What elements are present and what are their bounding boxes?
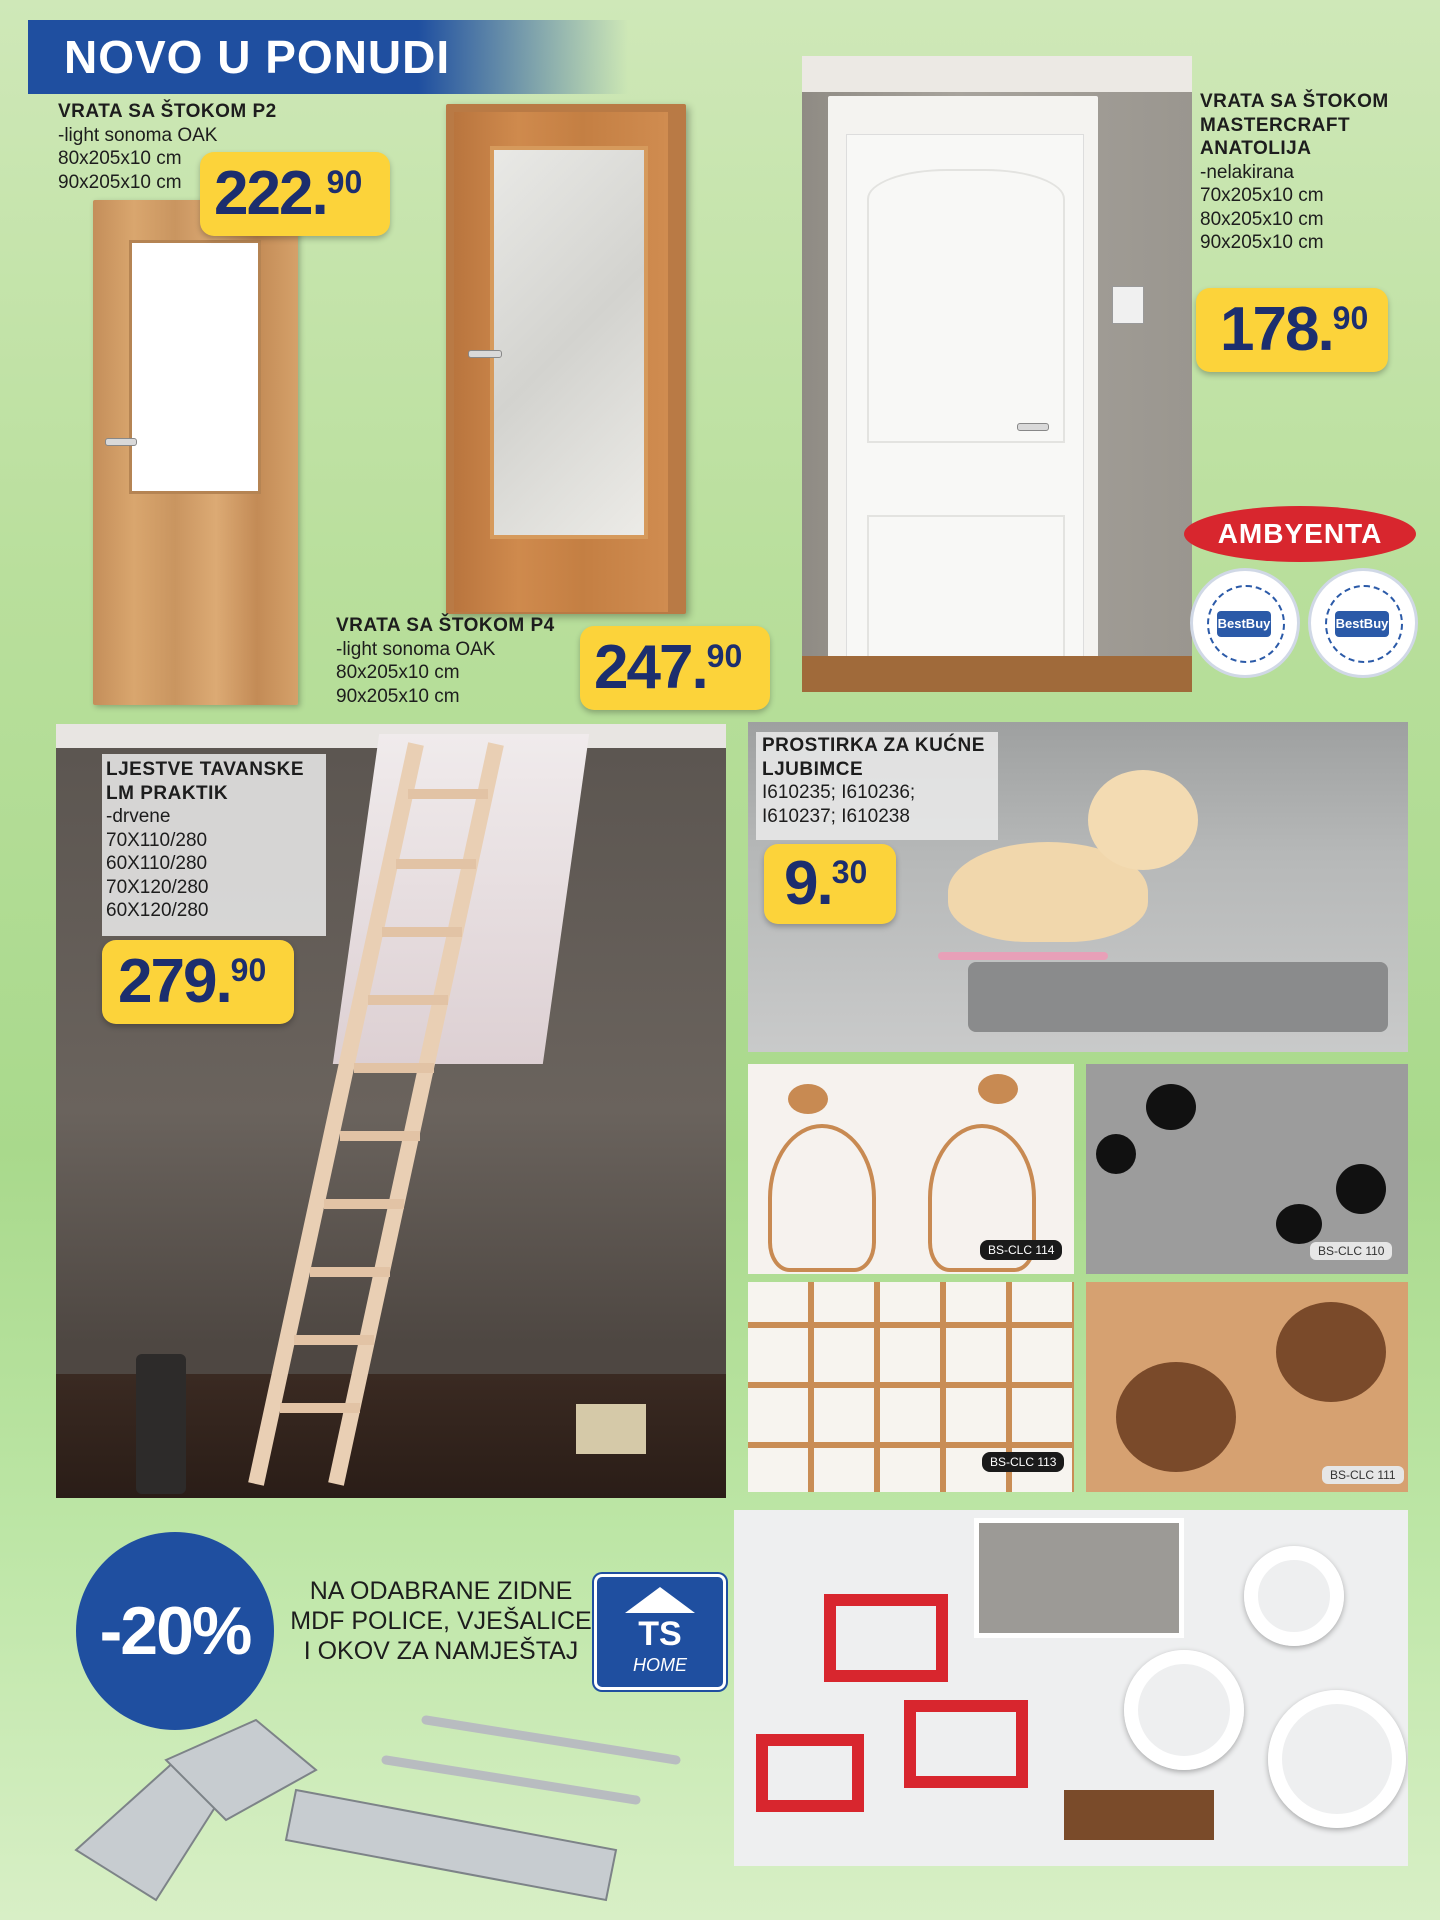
ts-home-logo bbox=[594, 1574, 726, 1690]
door-glass bbox=[490, 146, 648, 539]
page-title: NOVO U PONUDI bbox=[64, 31, 451, 83]
rope-toy bbox=[938, 952, 1108, 960]
badge-label: BestBuy bbox=[1335, 611, 1389, 637]
hexagon-shelf bbox=[756, 1734, 864, 1812]
mat-code-label: BS-CLC 111 bbox=[1322, 1466, 1404, 1484]
paw-print bbox=[1116, 1362, 1236, 1472]
product-ladder-line: 70X120/280 bbox=[106, 876, 209, 898]
mat-stripe bbox=[748, 1382, 1074, 1388]
price-decimal: 90 bbox=[326, 164, 363, 200]
pet-mat bbox=[968, 962, 1388, 1032]
round-shelf bbox=[1268, 1690, 1406, 1828]
promo-line: MDF POLICE, VJEŠALICE bbox=[290, 1607, 592, 1635]
price-integer: 178. bbox=[1220, 295, 1333, 364]
flower-pot bbox=[576, 1404, 646, 1454]
door-handle bbox=[468, 350, 502, 358]
price-tag-mastercraft bbox=[1196, 288, 1388, 372]
price-tag-p2 bbox=[200, 152, 390, 236]
round-shelf bbox=[1124, 1650, 1244, 1770]
price-decimal: 90 bbox=[1332, 300, 1369, 336]
product-p2-title: VRATA SA ŠTOKOM P2 bbox=[58, 101, 277, 122]
price-decimal: 90 bbox=[706, 638, 743, 674]
product-mat-info bbox=[756, 732, 998, 840]
product-p4-title: VRATA SA ŠTOKOM P4 bbox=[336, 615, 555, 636]
paw-print bbox=[1276, 1204, 1322, 1244]
promo-text bbox=[286, 1576, 596, 1666]
product-mastercraft-line: -nelakirana bbox=[1200, 161, 1294, 183]
vase bbox=[136, 1354, 186, 1494]
product-ladder-title: LM PRAKTIK bbox=[106, 782, 229, 804]
paw-print bbox=[978, 1074, 1018, 1104]
product-p4-line: 90x205x10 cm bbox=[336, 685, 460, 707]
paw-print bbox=[1146, 1084, 1196, 1130]
hexagon-shelf bbox=[904, 1700, 1028, 1788]
light-switch bbox=[1112, 286, 1144, 324]
product-mastercraft-line: 70x205x10 cm bbox=[1200, 185, 1324, 206]
hexagon-shelf bbox=[824, 1594, 948, 1682]
door-p4-image bbox=[446, 104, 686, 614]
price-tag-mat bbox=[764, 844, 896, 924]
mat-variant-cats bbox=[748, 1064, 1074, 1274]
mat-variant-grey-paws bbox=[1086, 1064, 1408, 1274]
door-glass bbox=[129, 240, 261, 494]
paw-print bbox=[788, 1084, 828, 1114]
price-integer: 222. bbox=[214, 159, 327, 228]
coat-hook-rack bbox=[1064, 1790, 1214, 1840]
product-ladder-line: 60X110/280 bbox=[106, 853, 208, 874]
floor bbox=[802, 656, 1192, 692]
price-integer: 279. bbox=[118, 947, 231, 1016]
mat-code-label: BS-CLC 113 bbox=[982, 1452, 1064, 1472]
product-ladder-line: -drvene bbox=[106, 806, 171, 827]
product-mastercraft-title: MASTERCRAFT bbox=[1200, 114, 1351, 136]
key-holder bbox=[974, 1518, 1184, 1638]
ambyenta-logo: AMBYENTA bbox=[1184, 506, 1416, 562]
bestbuy-award-badge bbox=[1308, 568, 1418, 678]
door-mastercraft-image bbox=[802, 56, 1192, 692]
mat-stripe bbox=[748, 1322, 1074, 1328]
bestbuy-award-badge bbox=[1190, 568, 1300, 678]
product-mastercraft-line: 80x205x10 cm bbox=[1200, 208, 1324, 230]
logo-word: HOME bbox=[633, 1655, 687, 1675]
price-decimal: 90 bbox=[230, 952, 267, 988]
product-ladder-info bbox=[102, 754, 326, 936]
mat-code-label: BS-CLC 110 bbox=[1310, 1242, 1392, 1260]
ceiling bbox=[802, 56, 1192, 92]
header-banner bbox=[28, 20, 628, 94]
product-mastercraft-title: ANATOLIJA bbox=[1200, 138, 1312, 159]
product-p2-line: -light sonoma OAK bbox=[58, 124, 218, 146]
mat-variant-brick bbox=[748, 1282, 1074, 1492]
door-upper-panel bbox=[867, 169, 1065, 443]
logo-mark: TS bbox=[638, 1615, 682, 1653]
product-p4-line: -light sonoma OAK bbox=[336, 638, 496, 660]
wall-shelves-photo bbox=[734, 1510, 1408, 1866]
product-mat-title: PROSTIRKA ZA KUĆNE bbox=[762, 735, 985, 756]
product-ladder-line: 60X120/280 bbox=[106, 900, 209, 921]
discount-badge: -20% bbox=[76, 1532, 274, 1730]
door-leaf bbox=[846, 134, 1084, 692]
door-lower-panel bbox=[867, 515, 1065, 679]
product-ladder-line: 70X110/280 bbox=[106, 829, 208, 851]
product-p4-line: 80x205x10 cm bbox=[336, 662, 460, 683]
cat-outline bbox=[768, 1124, 876, 1272]
price-tag-ladder bbox=[102, 940, 294, 1024]
product-mat-line: I610235; I610236; bbox=[762, 782, 916, 803]
product-ladder-title: LJESTVE TAVANSKE bbox=[106, 759, 305, 780]
door-handle bbox=[105, 438, 137, 446]
product-mastercraft-info bbox=[1200, 90, 1389, 255]
hardware-image bbox=[56, 1700, 716, 1920]
price-decimal: 30 bbox=[831, 854, 868, 890]
product-mastercraft-line: 90x205x10 cm bbox=[1200, 232, 1324, 253]
house-roof-icon bbox=[625, 1587, 695, 1613]
promo-line: NA ODABRANE ZIDNE bbox=[309, 1577, 573, 1605]
product-mastercraft-title: VRATA SA ŠTOKOM bbox=[1200, 91, 1389, 112]
mat-variant-big-paws bbox=[1086, 1282, 1408, 1492]
mat-stripe bbox=[748, 1442, 1074, 1448]
promo-line: I OKOV ZA NAMJEŠTAJ bbox=[303, 1637, 579, 1665]
round-shelf bbox=[1244, 1546, 1344, 1646]
price-integer: 247. bbox=[594, 633, 707, 702]
product-p2-line: 90x205x10 cm bbox=[58, 171, 182, 193]
door-handle bbox=[1017, 423, 1049, 431]
door-p2-image bbox=[93, 200, 298, 705]
price-tag-p4 bbox=[580, 626, 770, 710]
paw-print bbox=[1336, 1164, 1386, 1214]
product-mat-title: LJUBIMCE bbox=[762, 758, 864, 780]
badge-label: BestBuy bbox=[1217, 611, 1271, 637]
puppy-head bbox=[1088, 770, 1198, 870]
product-p4-info bbox=[336, 614, 555, 708]
paw-print bbox=[1276, 1302, 1386, 1402]
mat-code-label: BS-CLC 114 bbox=[980, 1240, 1062, 1260]
product-p2-line: 80x205x10 cm bbox=[58, 148, 182, 169]
product-mat-line: I610237; I610238 bbox=[762, 805, 910, 827]
paw-print bbox=[1096, 1134, 1136, 1174]
price-integer: 9. bbox=[784, 849, 832, 918]
